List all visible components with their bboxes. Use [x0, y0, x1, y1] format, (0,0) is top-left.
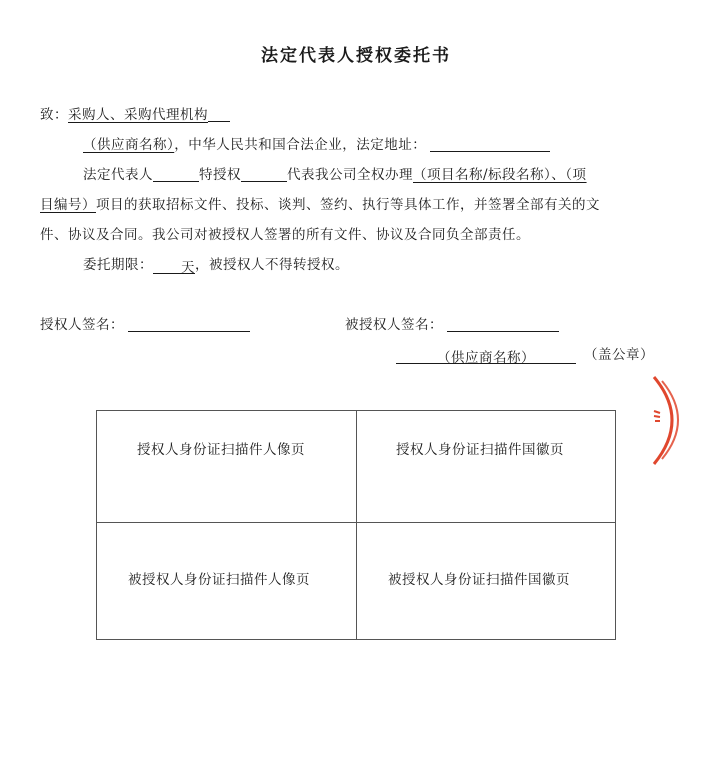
id-scan-grid — [96, 410, 616, 640]
authorization-line-2 — [40, 196, 600, 214]
company-seal-line — [396, 346, 654, 364]
addressee-blank — [208, 107, 230, 122]
grantee-sign-blank — [447, 317, 559, 332]
term-text: ，被授权人不得转授权。 — [195, 257, 349, 273]
legal-rep-blank — [153, 167, 199, 182]
page-title: 法定代表人授权委托书 — [261, 46, 451, 66]
term-unit: 天 — [181, 260, 195, 276]
supplier-sign-blank — [396, 349, 576, 364]
seal-note: （盖公章） — [584, 347, 654, 363]
addressee-recipient: 采购人、采购代理机构 — [68, 107, 208, 123]
represent-text: 代表我公司全权办理 — [287, 167, 413, 183]
authorization-line-1 — [83, 166, 587, 184]
grantor-id-front-box: 授权人身份证扫描件人像页 — [137, 442, 305, 458]
grantor-sign-blank — [128, 317, 250, 332]
grantee-blank — [241, 167, 287, 182]
authorize-label: 特授权 — [199, 167, 241, 183]
red-seal-stamp — [650, 373, 690, 468]
legal-address-blank — [430, 137, 550, 152]
grid-divider-vertical — [356, 411, 357, 639]
legal-rep-label: 法定代表人 — [83, 167, 153, 183]
supplier-line-text: ，中华人民共和国合法企业，法定地址： — [174, 137, 427, 153]
grantee-id-back-box: 被授权人身份证扫描件国徽页 — [388, 572, 570, 588]
term-line — [83, 256, 349, 274]
addressee-prefix: 致： — [40, 107, 68, 123]
project-reference-2: 目编号） — [40, 197, 96, 213]
grantor-sign-label: 授权人签名： — [40, 317, 124, 333]
project-reference-1: （项目名称/标段名称）、（项 — [413, 167, 587, 183]
supplier-sign-name: （供应商名称） — [437, 350, 535, 366]
authorization-line-3: 件、协议及合同。我公司对被授权人签署的所有文件、协议及合同负全部责任。 — [40, 227, 530, 243]
supplier-name-placeholder: （供应商名称） — [83, 137, 175, 153]
grantor-id-back-box: 授权人身份证扫描件国徽页 — [396, 442, 564, 458]
grid-divider-horizontal — [97, 522, 615, 523]
grantor-signature — [40, 316, 250, 334]
authorization-scope-text: 项目的获取招标文件、投标、谈判、签约、执行等具体工作，并签署全部有关的文 — [96, 197, 600, 213]
grantee-id-front-box: 被授权人身份证扫描件人像页 — [128, 572, 310, 588]
grantee-sign-label: 被授权人签名： — [345, 317, 443, 333]
supplier-line — [83, 136, 550, 154]
addressee-line — [40, 106, 230, 124]
term-label: 委托期限： — [83, 257, 153, 273]
term-blank — [153, 259, 195, 274]
grantee-signature — [345, 316, 559, 334]
